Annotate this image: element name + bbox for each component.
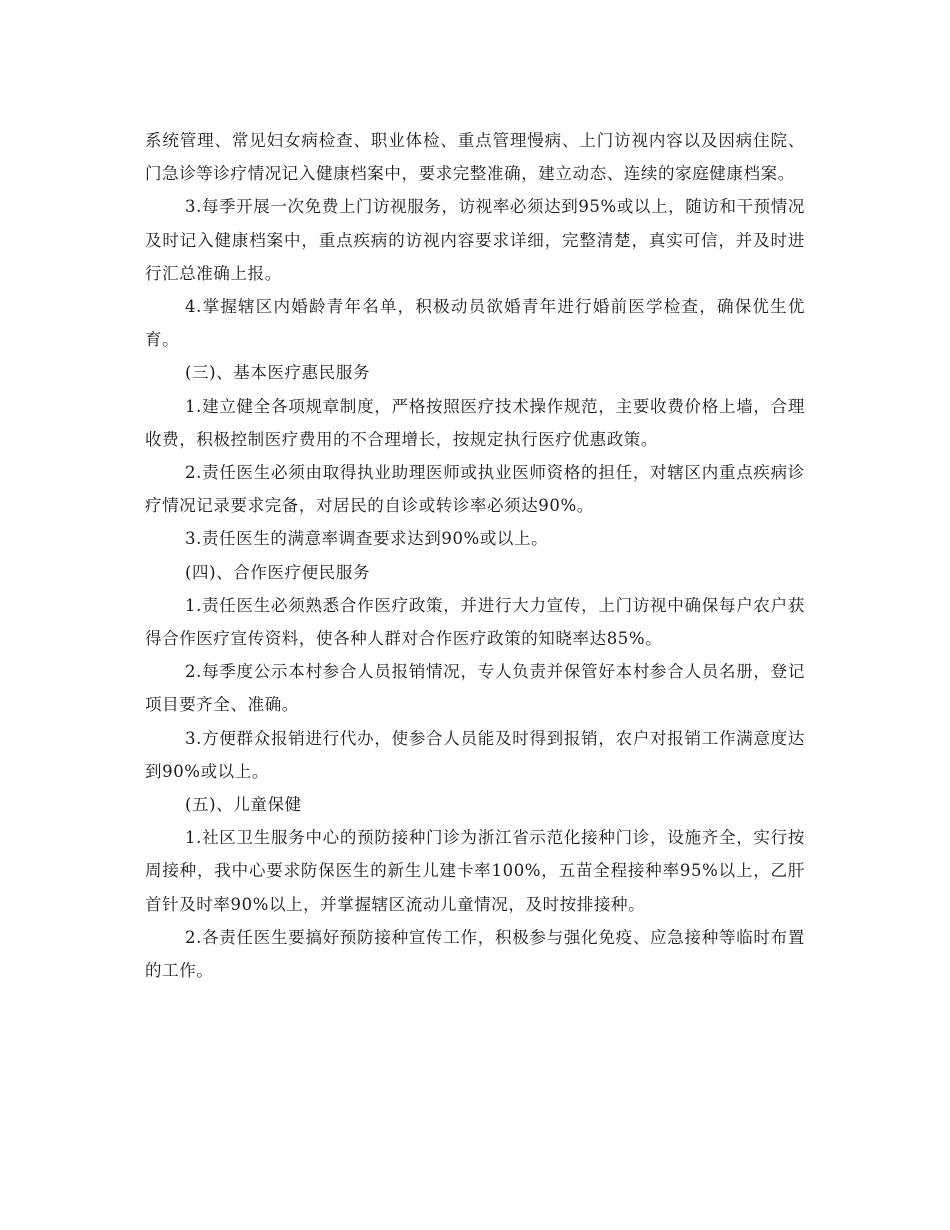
paragraph-home-visit: 3.每季开展一次免费上门访视服务，访视率必须达到95%或以上，随访和干预情况及时记入健康档案中，重点疾病的访视内容要求详细，完整清楚，真实可信，并及时进行汇总准确上报。 [145,197,805,283]
paragraph-satisfaction-rate: 3.责任医生的满意率调查要求达到90%或以上。 [185,529,549,549]
paragraph-doctor-qualification: 2.责任医生必须由取得执业助理医师或执业医师资格的担任，对辖区内重点疾病诊疗情况记录要求完备，对居民的自诊或转诊率必须达90%。 [145,463,805,516]
paragraph-rules-system: 1.建立健全各项规章制度，严格按照医疗技术操作规范，主要收费价格上墙，合理收费，积极控制医疗费用的不合理增长，按规定执行医疗优惠政策。 [145,396,805,449]
paragraph-policy-awareness: 1.责任医生必须熟悉合作医疗政策，并进行大力宣传，上门访视中确保每户农户获得合作医疗宣传资料，使各种人群对合作医疗政策的知晓率达85%。 [145,595,805,649]
section-heading-cooperative-medical: (四)、合作医疗便民服务 [185,562,371,582]
paragraph-premarital-check: 4.掌握辖区内婚龄青年名单，积极动员欲婚青年进行婚前医学检查，确保优生优育。 [145,297,805,350]
paragraph-reimbursement-agency: 3.方便群众报销进行代办，使参合人员能及时得到报销，农户对报销工作满意度达到90%或以上。 [145,728,805,781]
paragraph-vaccination-clinic: 1.社区卫生服务中心的预防接种门诊为浙江省示范化接种门诊，设施齐全，实行按周接种，我中心要求防保医生的新生儿建卡率100%，五苗全程接种率95%以上，乙肝首针及时率90%以上，并掌握辖区流动儿童情况，及时按排接种。 [145,828,805,914]
document-body [145,124,805,987]
section-heading-basic-medical: (三)、基本医疗惠民服务 [185,363,371,383]
paragraph-reimbursement-publicity: 2.每季度公示本村参合人员报销情况，专人负责并保管好本村参合人员名册，登记项目要齐全、准确。 [145,662,805,715]
paragraph-archive-content: 系统管理、常见妇女病检查、职业体检、重点管理慢病、上门访视内容以及因病住院、门急诊等诊疗情况记入健康档案中，要求完整准确，建立动态、连续的家庭健康档案。 [145,131,805,184]
section-heading-child-health: (五)、儿童保健 [185,795,302,815]
paragraph-vaccination-publicity: 2.各责任医生要搞好预防接种宣传工作，积极参与强化免疫、应急接种等临时布置的工作。 [145,927,805,981]
